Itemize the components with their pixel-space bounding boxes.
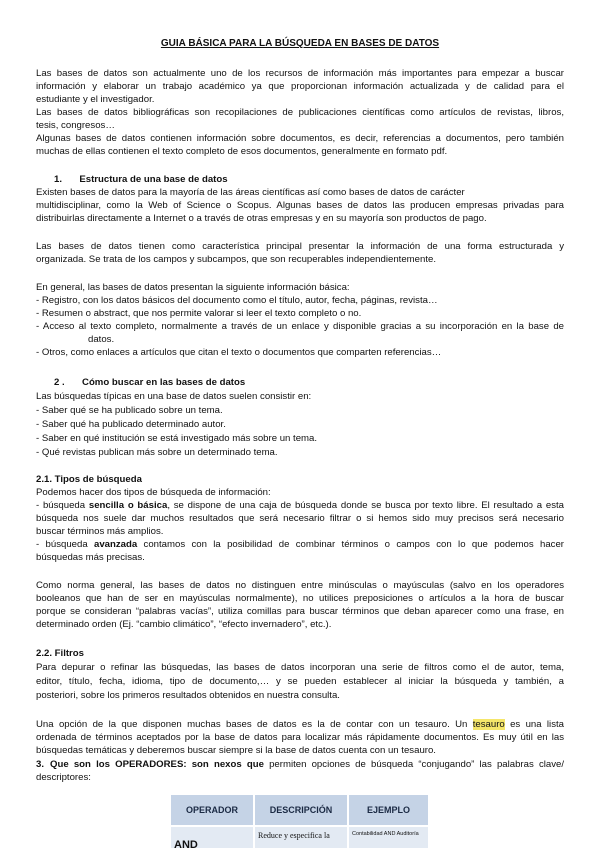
list-item: - Registro, con los datos básicos del documento como el título, autor, fecha, páginas, revista… — [36, 295, 438, 306]
list-item: - Acceso al texto completo, normalmente a través de un enlace y disponible gracias a su incorporación en la base de — [36, 321, 564, 332]
advanced-search-post: contamos con la posibilidad de combinar términos o campos con lo que podemos hacer — [137, 539, 564, 550]
section-3-title: Que son los OPERADORES: son nexos que — [50, 759, 264, 770]
column-header-example: EJEMPLO — [348, 795, 429, 826]
section-2-1-text: booleanos que han de ser en mayúsculas normalmente), no utilices preposiciones o artículos a la hora de buscar — [36, 593, 564, 604]
list-item: - Qué revistas publican más sobre un determinado tema. — [36, 447, 278, 458]
intro-line: muchas de ellas contienen el texto completo de esos documentos, generalmente en formato pdf. — [36, 146, 448, 157]
simple-search-post: , se dispone de una caja de búsqueda donde se busca por texto libre. El resultado a esta — [167, 500, 564, 511]
list-item: - Saber en qué institución se está investigado más sobre un tema. — [36, 433, 318, 444]
section-1-text: Existen bases de datos para la mayoría de las áreas científicas así como bases de datos de carácter — [36, 187, 465, 198]
intro-line: estudiante y el investigador. — [36, 94, 155, 105]
page-title: GUIA BÁSICA PARA LA BÚSQUEDA EN BASES DE DATOS — [160, 38, 440, 49]
section-2-heading — [54, 376, 582, 389]
section-1-number: 1. — [54, 174, 63, 185]
advanced-search-bold: avanzada — [94, 539, 138, 550]
table-row — [171, 826, 429, 848]
tesauro-line — [36, 718, 564, 731]
section-1-text: multidisciplinar, como la Web of Science o Scopus. Algunas bases de datos las producen empresas privadas para — [36, 200, 564, 211]
list-item: datos. — [88, 334, 115, 345]
section-2-1-text: buscar términos más amplios. — [36, 526, 164, 537]
section-1-title: Estructura de una base de datos — [79, 174, 228, 185]
section-2-1-text: Podemos hacer dos tipos de búsqueda de información: — [36, 487, 271, 498]
description-cell: Reduce y especifica la — [254, 826, 348, 848]
section-2-1-heading: 2.1. Tipos de búsqueda — [36, 474, 142, 485]
section-2-text: Las búsquedas típicas en una base de datos suelen consistir en: — [36, 391, 312, 402]
section-2-2-text: ordenada de términos aceptados por la base de datos para localizar más rápidamente documentos. Es muy útil en las — [36, 732, 564, 743]
tesauro-pre: Una opción de la que disponen muchas bases de datos es la de contar con un tesauro. Un — [36, 719, 473, 730]
section-2-1-text: determinado orden (Ej. “cambio climático”, “efecto invernadero”, etc.). — [36, 619, 332, 630]
section-2-1-text: porque se consideran “palabras vacías”, utiliza comillas para buscar términos que deban aparecer como una frase, en — [36, 606, 564, 617]
section-1-text: distribuirlas directamente a Internet o a través de otras empresas y en su mayoría son productos de pago. — [36, 213, 487, 224]
section-2-1-text: búsqueda nos suele dar muchos resultados que será necesario filtrar o si hemos sido muy precisos será necesario — [36, 513, 564, 524]
section-2-2-heading: 2.2. Filtros — [36, 648, 84, 659]
example-cell: Contabilidad AND Auditoría — [348, 826, 429, 848]
section-2-2-text: Para depurar o refinar las búsquedas, las bases de datos incorporan una serie de filtros como el de autor, tema, — [36, 662, 564, 673]
section-2-1-text: búsquedas más precisas. — [36, 552, 145, 563]
operators-table — [171, 795, 430, 848]
advanced-search-pre: - búsqueda — [36, 539, 95, 550]
section-1-text: Las bases de datos tienen como característica principal presentar la información de una forma estructurada y — [36, 241, 564, 252]
table-header-row — [171, 795, 429, 826]
advanced-search-line — [36, 538, 564, 551]
column-header-description: DESCRIPCIÓN — [254, 795, 348, 826]
intro-line: Las bases de datos son actualmente uno de los recursos de información más importantes para empezar a buscar — [36, 68, 564, 79]
tesauro-post: es una lista — [504, 719, 564, 730]
section-2-2-text: búsquedas temáticas y deberemos buscar siempre si la base de datos cuenta con un tesauro. — [36, 745, 436, 756]
list-item: - Resumen o abstract, que nos permite valorar si leer el texto completo o no. — [36, 308, 362, 319]
section-2-title: Cómo buscar en las bases de datos — [82, 377, 246, 388]
intro-line: Las bases de datos bibliográficas son recopilaciones de publicaciones científicas como artículos de revistas, libros, — [36, 107, 564, 118]
list-item: - Saber qué se ha publicado sobre un tema. — [36, 405, 223, 416]
section-3-heading — [36, 758, 564, 771]
section-3-number: 3. — [36, 759, 45, 770]
section-3-rest: permiten opciones de búsqueda “conjugando” las palabras clave/ — [263, 759, 564, 770]
section-2-2-text: posteriori, sobre los primeros resultados obtenidos en nuestra consulta. — [36, 690, 340, 701]
tesauro-highlight: tesauro — [472, 719, 505, 730]
simple-search-pre: - búsqueda — [36, 500, 89, 511]
section-1-text: organizada. Se trata de los campos y subcampos, que son recuperables independientemente. — [36, 254, 436, 265]
simple-search-line — [36, 499, 564, 512]
section-2-1-text: Como norma general, las bases de datos no distinguen entre minúsculas o mayúsculas (salvo en los operadores — [36, 580, 564, 591]
list-item: - Otros, como enlaces a artículos que citan el texto o documentos que comparten referencias… — [36, 347, 442, 358]
section-2-2-text: editor, título, fecha, idioma, tipo de documento,… y se pueden establecer al iniciar la búsqueda y también, a — [36, 676, 564, 687]
intro-line: Algunas bases de datos contienen información sobre documentos, es decir, referencias a documentos, pero también — [36, 133, 564, 144]
simple-search-bold: sencilla o básica — [88, 500, 168, 511]
section-2-number: 2 . — [54, 377, 65, 388]
intro-line: información y elaborar un trabajo académico ya que proporcionan información actualizada y de calidad para el — [36, 81, 564, 92]
section-1-text: En general, las bases de datos presentan la siguiente información básica: — [36, 282, 350, 293]
operator-cell: AND — [171, 826, 254, 848]
list-item: - Saber qué ha publicado determinado autor. — [36, 419, 226, 430]
section-1-heading — [54, 173, 582, 186]
section-3-text: descriptores: — [36, 772, 91, 783]
column-header-operator: OPERADOR — [171, 795, 254, 826]
intro-line: tesis, congresos… — [36, 120, 115, 131]
